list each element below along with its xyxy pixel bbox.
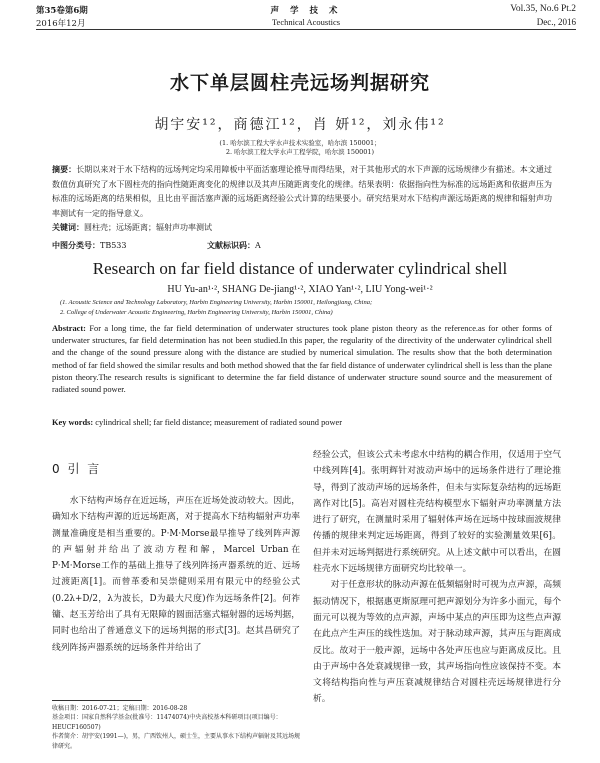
right-column-paragraph-2: 对于任意形状的脉动声源在低频辐射时可视为点声源，高频振动情况下，根据惠更斯原理可把声源划分为许多小面元，每个面元可以视为等效的点声源，声场中某点的声压即为这些点声源在此点产生声压的线性迭加。对于脉动球声源，其声压与距离成反比。故对于一般声源，远场中各处声压也应与距离成反比。且由于声场中各处衰减规律一致，其声场指向性应该保持不变。本文将结构指向性与声压衰减规律结合对圆柱壳远场规律进行分析。 [313,580,561,705]
affiliation-en-1: (1. Acoustic Science and Technology Laboratory, Harbin Engineering University, Harbin 150001, Heilongjiang, China; [60,299,373,306]
classification-cn [52,240,552,251]
section-title-introduction: 0 引 言 [52,462,102,476]
affiliation-en-2: 2. College of Underwater Acoustic Engineering, Harbin Engineering University, Harbin 150001, China) [60,309,333,316]
affiliation-cn-1: (1. 哈尔滨工程大学水声技术实验室，哈尔滨 150001； [219,139,381,147]
clc-value: TB533 [100,241,127,250]
keywords-en-text: cylindrical shell; far field distance; measurement of radiated sound power [95,418,343,427]
keywords-cn [52,222,552,233]
abstract-en [52,323,552,396]
right-column-paragraph-1: 经验公式，但该公式未考虑水中结构的耦合作用，仅适用于空气中线列阵[4]。张明辉针对波动声场中的远场条件进行了理论推导，得到了波动声场的远场条件，但未与实际复杂结构的远场距离作对比[5]。高岩对圆柱壳结构模型水下辐射声功率测量方法进行了研究，在测量时采用了辐射体声场在远场中按球面波规律传播的规律来判定远场距离，得到了较好的实验测量效果[6]。但并未对远场判据进行系统研究。从上述文献中可以看出，在圆柱壳水下远场规律方面研究均比较单一。 [313,450,561,575]
doc-code-value: A [255,241,261,250]
date-en: Dec., 2016 [536,17,576,27]
keywords-en-label: Key words: [52,418,94,427]
keywords-cn-text: 圆柱壳；远场距离；辐射声功率测试 [84,223,212,232]
affiliation-cn-2: 2. 哈尔滨工程大学水声工程学院，哈尔滨 150001) [225,148,375,156]
date-cn: 2016年12月 [36,19,86,29]
authors-en: HU Yu-an¹·², SHANG De-jiang¹·², XIAO Yan¹·², LIU Yong-wei¹·² [167,284,433,295]
keywords-en [52,418,552,427]
issue-en: Vol.35, No.6 Pt.2 [510,4,576,14]
journal-name-cn: 声 学 技 术 [270,6,342,16]
footnote-author: 作者简介：胡宇安(1991—)，男，广西钦州人，硕士生，主要从事水下结构声辐射及其远场规律研究。 [52,733,300,750]
abstract-cn [52,163,552,222]
authors-cn: 胡宇安¹²，商德江¹²，肖 妍¹²，刘永伟¹² [154,117,446,133]
doc-code-label: 文献标识码： [207,241,255,250]
paper-title-en: Research on far field distance of underwater cylindrical shell [92,259,508,278]
footnote [52,704,302,751]
doc-code [207,240,261,251]
journal-name-en: Technical Acoustics [271,17,341,27]
left-column-text: 水下结构声场存在近远场，声压在近场处波动较大。因此，确知水下结构声源的近远场距离，对于提高水下结构辐射声功率测量准确度是相当重要的。P·M·Morse最早推导了线列阵声源的声辐射并给出了波动方程和解，Marcel Urban在P·M·Morse工作的基础上推导了线列阵扬声器系统的近、远场过渡距离[1]。而曾革委和吴崇健则采用有限元中的经验公式(0.2λ+D/2，λ为波长，D为最大尺度)作为远场条件[2]。何祚镛、赵玉芳给出了具有无限障的圆面活塞式辐射器的远场判据，同时也给出了普通意义下的远场判据的形式[3]。赵其昌研究了线列阵扬声器系统的远场条件并给出了 [52,496,300,653]
footnote-received: 收稿日期：2016-07-21；定稿日期：2016-08-28 [52,705,188,712]
abstract-cn-label: 摘要： [52,165,77,174]
abstract-en-label: Abstract: [52,324,86,333]
paper-title-cn: 水下单层圆柱壳远场判据研究 [169,72,430,94]
footnote-divider [52,700,142,701]
header-divider [36,29,576,30]
right-column [313,447,561,708]
keywords-cn-label: 关键词： [52,223,84,232]
footnote-funding: 基金项目：国家自然科学基金(批准号：11474074)中央高校基本科研项目(项目编号：HEUCF160507) [52,714,282,731]
issue-cn: 第35卷第6期 [36,6,88,16]
clc-label: 中图分类号： [52,241,100,250]
abstract-cn-text: 长期以来对于水下结构的远场判定均采用障板中平面活塞理论推导而得结果，对于其他形式的水下声源的远场规律少有描述。本文通过数值仿真研究了水下圆柱壳的指向性随距离变化的规律以及其声压随距离变化的规律。结果表明：依据指向性为标准的远场距离和依据声压为标准的远场距离的结果相似，且比由平面活塞声源的远场距离经验公式计算的结果要小。研究结果对水下结构声源远场距离的规律和辐射声功率测试有一定的指导意义。 [52,165,553,219]
abstract-en-text: For a long time, the far field determination of underwater structures took plane piston theory as the reference.as for other forms of underwater structures, far field determination has not been studied.In this paper, the regularity of the directivity of the underwater cylindrical shell and the change of the sound pressure along with the distance are studied by numerical simulation. The results show that the both determination method of far field showed the similar results and both method showed that the far field distance of underwater cylindrical shell is less than the plane piston theory.The research results is significant to determine the far field distance of underwater structure sound source and the measurement of radiated sound power. [52,324,552,395]
page-header [36,2,576,28]
